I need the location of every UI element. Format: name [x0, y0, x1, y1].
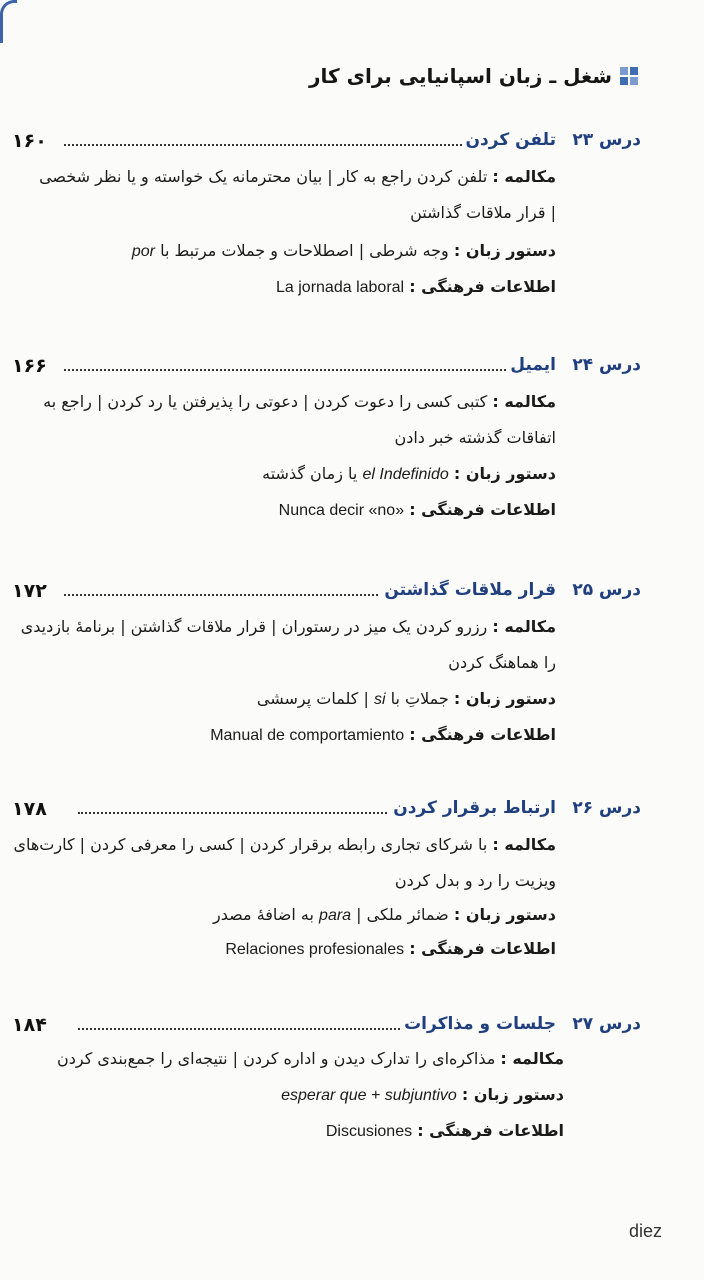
- culture-line: [276, 276, 556, 299]
- grammar-text: وجه شرطی | اصطلاحات و جملات مرتبط با: [160, 241, 449, 260]
- grammar-text-2: به اضافهٔ مصدر: [213, 905, 314, 924]
- grammar-latin: por: [131, 243, 155, 260]
- page-number: ۱۸۴: [12, 1014, 47, 1036]
- lesson-number: درس ۲۶: [572, 798, 641, 818]
- lesson-number: درس ۲۵: [572, 580, 641, 600]
- page-number: ۱۷۸: [12, 798, 47, 820]
- lesson-title[interactable]: ارتباط برقرار کردن: [389, 798, 556, 818]
- dialogue-label: مکالمه :: [492, 167, 556, 186]
- grammar-label: دستور زبان :: [453, 905, 556, 924]
- grammar-line: [281, 1084, 564, 1107]
- lesson-23: [0, 130, 704, 330]
- dialogue-label: مکالمه :: [500, 1049, 564, 1068]
- dialogue-text: با شرکای تجاری رابطه برقرار کردن | کسی را معرفی کردن | کارت‌های: [13, 835, 488, 854]
- culture-text: Relaciones profesionales: [225, 941, 405, 958]
- grammar-line: [262, 463, 556, 486]
- lesson-number: درس ۲۷: [572, 1014, 641, 1034]
- dialogue-label: مکالمه :: [492, 835, 556, 854]
- dialogue-text: مذاکره‌ای را تدارک دیدن و اداره کردن | نتیجه‌ای را جمع‌بندی کردن: [56, 1049, 496, 1068]
- lesson-title[interactable]: جلسات و مذاکرات: [400, 1014, 556, 1034]
- dialogue-line: [43, 391, 556, 413]
- dialogue-line: [57, 1048, 564, 1070]
- grammar-latin: el Indefinido: [362, 466, 449, 483]
- page-number: ۱۶۶: [12, 355, 47, 377]
- grammar-text: یا زمان گذشته: [262, 464, 358, 483]
- leader-dots: [64, 144, 482, 146]
- page-number: ۱۶۰: [12, 130, 47, 152]
- culture-label: اطلاعات فرهنگی :: [409, 277, 556, 296]
- lesson-24: [0, 355, 704, 555]
- dialogue-line-cont: | قرار ملاقات گذاشتن: [410, 203, 556, 222]
- dialogue-text: تلفن کردن راجع به کار | بیان محترمانه یک خواسته و یا نظر شخصی: [39, 167, 488, 186]
- dialogue-label: مکالمه :: [492, 617, 556, 636]
- lesson-title[interactable]: تلفن کردن: [462, 130, 556, 150]
- grammar-label: دستور زبان :: [461, 1085, 564, 1104]
- leader-dots: [64, 594, 426, 596]
- section-header: [309, 64, 638, 88]
- grid-square-icon: [620, 67, 638, 85]
- grammar-latin: esperar que + subjuntivo: [281, 1087, 457, 1104]
- leader-dots: [64, 369, 514, 371]
- culture-text: Discusiones: [325, 1123, 413, 1140]
- grammar-line: [132, 240, 556, 263]
- dialogue-line: [21, 616, 556, 638]
- grammar-latin: si: [373, 691, 386, 708]
- dialogue-line: [13, 834, 556, 856]
- dialogue-text: کتبی کسی را دعوت کردن | دعوتی را پذیرفتن یا رد کردن | راجع به: [43, 392, 488, 411]
- grammar-line: [213, 904, 556, 927]
- culture-label: اطلاعات فرهنگی :: [409, 725, 556, 744]
- dialogue-line-cont: را هماهنگ کردن: [448, 653, 556, 672]
- grammar-latin: para: [319, 907, 352, 924]
- grammar-text: ضمائر ملکی |: [356, 905, 449, 924]
- grammar-text-2: | کلمات پرسشی: [256, 689, 369, 708]
- grammar-label: دستور زبان :: [453, 464, 556, 483]
- culture-label: اطلاعات فرهنگی :: [409, 939, 556, 958]
- culture-label: اطلاعات فرهنگی :: [409, 500, 556, 519]
- leader-dots: [78, 812, 426, 814]
- lesson-27: [0, 1014, 704, 1214]
- page-number: ۱۷۲: [12, 580, 47, 602]
- lesson-title[interactable]: قرار ملاقات گذاشتن: [380, 580, 556, 600]
- lesson-26: [0, 798, 704, 998]
- culture-line: [279, 499, 556, 522]
- culture-text: Nunca decir «no»: [278, 502, 405, 519]
- lesson-25: [0, 580, 704, 780]
- footer-page-word: diez: [628, 1221, 662, 1241]
- section-title: شغل ـ زبان اسپانیایی برای کار: [309, 64, 612, 88]
- grammar-label: دستور زبان :: [453, 689, 556, 708]
- dialogue-text: رزرو کردن یک میز در رستوران | قرار ملاقات گذاشتن | برنامهٔ بازدیدی: [20, 617, 488, 636]
- culture-text: La jornada laboral: [276, 279, 405, 296]
- dialogue-line-cont: اتفاقات گذشته خبر دادن: [394, 428, 556, 447]
- lesson-number: درس ۲۳: [572, 130, 641, 150]
- culture-label: اطلاعات فرهنگی :: [417, 1121, 564, 1140]
- page-corner-decoration: [0, 0, 17, 43]
- lesson-title[interactable]: ایمیل: [506, 355, 556, 375]
- culture-line: [326, 1120, 564, 1143]
- lesson-number: درس ۲۴: [572, 355, 641, 375]
- culture-line: [210, 724, 556, 747]
- grammar-text: جملاتِ با: [390, 689, 449, 708]
- dialogue-label: مکالمه :: [492, 392, 556, 411]
- culture-line: [225, 938, 556, 961]
- grammar-label: دستور زبان :: [453, 241, 556, 260]
- dialogue-line-cont: ویزیت را رد و بدل کردن: [394, 871, 556, 890]
- leader-dots: [78, 1028, 440, 1030]
- grammar-line: [257, 688, 556, 711]
- dialogue-line: [39, 166, 556, 188]
- culture-text: Manual de comportamiento: [210, 727, 405, 744]
